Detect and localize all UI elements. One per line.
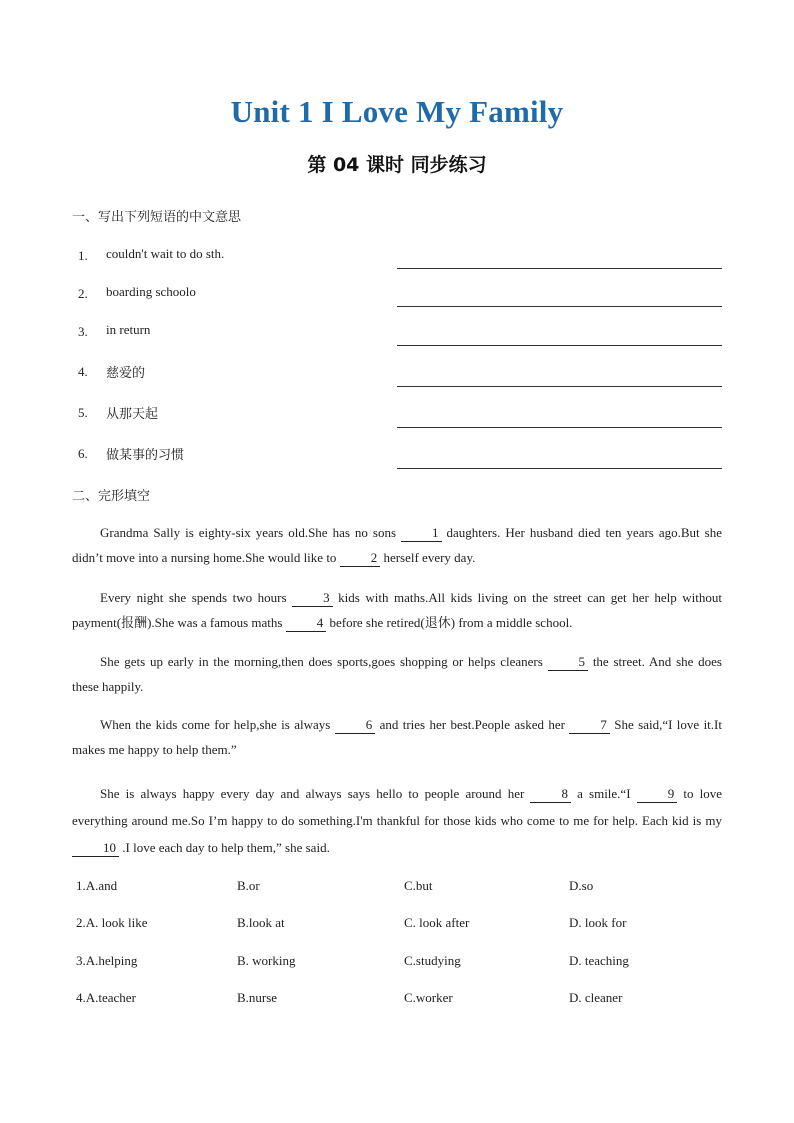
vocab-phrase: boarding schoolo [106, 284, 196, 299]
passage-text: and tries her best.People asked her [375, 717, 570, 732]
option-b[interactable]: B.or [237, 878, 260, 893]
vocab-item [72, 444, 722, 468]
option-d[interactable]: D. cleaner [569, 990, 623, 1005]
vocab-number: 2. [78, 286, 88, 301]
vocab-number: 6. [78, 446, 88, 461]
option-b[interactable]: B. working [237, 953, 296, 968]
option-c[interactable]: C.worker [404, 990, 453, 1005]
passage-text: herself every day. [380, 550, 476, 565]
blank-6[interactable]: 6 [335, 717, 376, 734]
option-a[interactable]: 1.A.and [76, 878, 118, 893]
option-c[interactable]: C. look after [404, 915, 470, 930]
option-c[interactable]: C.studying [404, 953, 461, 968]
blank-3[interactable]: 3 [292, 590, 333, 607]
passage-text: daughters. Her husband died ten years ago.But she didn’t move into a nursing home.She would like to [72, 525, 722, 565]
passage-text: to love everything around me.So I’m happy to do something.I'm thankful for those kids who come to me for help. Each kid is my [72, 786, 722, 828]
option-d[interactable]: D.so [569, 878, 594, 893]
passage-text: She is always happy every day and always says hello to people around her [100, 786, 531, 801]
vocab-phrase: in return [106, 322, 151, 337]
section1-heading: 一、写出下列短语的中文意思 [72, 210, 242, 225]
answer-line[interactable] [397, 306, 722, 307]
answer-line[interactable] [397, 268, 722, 269]
page-subtitle: 第 04 课时 同步练习 [307, 154, 487, 176]
blank-9[interactable]: 9 [637, 786, 678, 803]
option-b[interactable]: B.nurse [237, 990, 278, 1005]
option-c[interactable]: C.but [404, 878, 433, 893]
blank-1[interactable]: 1 [401, 525, 442, 542]
vocab-item [72, 284, 722, 308]
passage-text: Grandma Sally is eighty-six years old.She has no sons [100, 525, 402, 540]
passage-paragraph-3 [72, 649, 722, 699]
passage-paragraph-1 [72, 520, 722, 570]
passage-paragraph-4 [72, 712, 722, 762]
vocab-phrase: couldn't wait to do sth. [106, 246, 225, 261]
blank-8[interactable]: 8 [530, 786, 571, 803]
vocab-number: 1. [78, 248, 88, 263]
option-row [76, 990, 726, 1010]
option-d[interactable]: D. teaching [569, 953, 629, 968]
blank-2[interactable]: 2 [340, 550, 381, 567]
passage-text: Every night she spends two hours [100, 590, 293, 605]
vocab-item [72, 246, 722, 270]
option-row [76, 915, 726, 935]
option-a[interactable]: 3.A.helping [76, 953, 138, 968]
vocab-item [72, 322, 722, 346]
blank-10[interactable]: 10 [72, 840, 119, 857]
passage-text: the street. And she does these happily. [72, 654, 722, 694]
option-a[interactable]: 4.A.teacher [76, 990, 136, 1005]
blank-4[interactable]: 4 [286, 615, 327, 632]
passage-text: She said,“I love it.It makes me happy to help them.” [72, 717, 722, 757]
passage-text: .I love each day to help them,” she said. [119, 840, 330, 855]
answer-line[interactable] [397, 468, 722, 469]
option-b[interactable]: B.look at [237, 915, 285, 930]
passage-paragraph-2 [72, 585, 722, 635]
vocab-item [72, 403, 722, 427]
answer-line[interactable] [397, 386, 722, 387]
option-a[interactable]: 2.A. look like [76, 915, 148, 930]
vocab-phrase: 从那天起 [106, 406, 159, 421]
vocab-phrase: 慈爱的 [106, 365, 146, 380]
vocab-number: 5. [78, 405, 88, 420]
passage-paragraph-5 [72, 780, 722, 861]
option-row [76, 878, 726, 898]
vocab-number: 3. [78, 324, 88, 339]
vocab-number: 4. [78, 364, 88, 379]
passage-text: a smile.“I [570, 786, 637, 801]
blank-7[interactable]: 7 [569, 717, 610, 734]
passage-text: kids with maths.All kids living on the street can get her help without payment(报酬).She was a famous maths [72, 590, 722, 630]
section2-heading: 二、完形填空 [72, 489, 151, 504]
passage-text: before she retired(退休) from a middle school. [326, 615, 573, 630]
vocab-item [72, 362, 722, 386]
vocab-phrase: 做某事的习惯 [106, 447, 185, 462]
answer-line[interactable] [397, 345, 722, 346]
blank-5[interactable]: 5 [548, 654, 589, 671]
option-d[interactable]: D. look for [569, 915, 627, 930]
answer-line[interactable] [397, 427, 722, 428]
passage-text: She gets up early in the morning,then does sports,goes shopping or helps cleaners [100, 654, 548, 669]
page-title: Unit 1 I Love My Family [230, 94, 564, 129]
option-row [76, 953, 726, 973]
passage-text: When the kids come for help,she is always [100, 717, 335, 732]
